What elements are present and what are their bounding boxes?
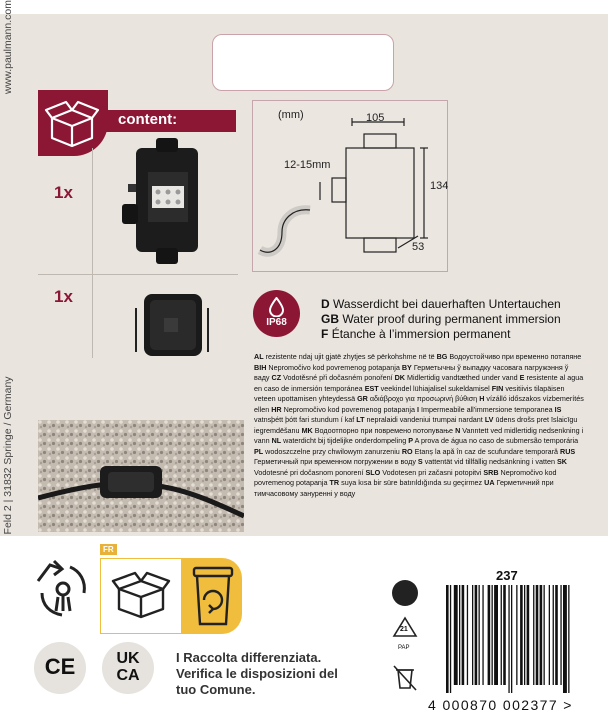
- content-divider-horizontal: [38, 274, 238, 275]
- lang-text: Герметичный при временном погружении в воду: [254, 457, 418, 466]
- lang-code: GR: [357, 394, 368, 403]
- lang-text: Nepromočivo kod povremenog potapanja: [266, 362, 402, 372]
- lang-code: LT: [356, 415, 365, 424]
- item-qty-1: 1x: [54, 183, 73, 202]
- lang-code: BIH: [254, 362, 267, 372]
- lang-code: HR: [271, 404, 282, 414]
- fr-box-panel: [100, 558, 182, 634]
- dimension-cable: 12-15mm: [284, 159, 331, 171]
- barcode-bar: [467, 585, 468, 685]
- ukca-mark-bottom: CA: [116, 667, 140, 684]
- package-box-icon: [38, 90, 108, 156]
- lang-text: ūdens drošs pret īslaicīgu iegremdēšanu: [254, 415, 578, 435]
- barcode-bar: [544, 585, 545, 685]
- barcode-bar: [560, 585, 561, 685]
- lang-code: S: [417, 457, 423, 466]
- lang-text: Vodotesen pri začasni potopitvi: [380, 467, 484, 477]
- hang-slot: [212, 34, 394, 91]
- content-title: content:: [118, 111, 178, 128]
- barcode-bar: [501, 585, 502, 685]
- lang-text: Vodotěsné při dočasném ponoření: [281, 373, 395, 382]
- ukca-mark-top: UK: [116, 650, 140, 667]
- lang-code: FIN: [491, 383, 504, 393]
- barcode-bar: [536, 585, 539, 685]
- lang-text: nepralaidi vandeniui trumpai nardant: [364, 415, 485, 424]
- lang-text: vesitiivis tilapäisen veteen upottamisen yhteydessä: [254, 383, 565, 403]
- lang-text: Водоустойчиво при временно потапяне: [447, 352, 582, 361]
- lang-code: DK: [394, 373, 405, 382]
- barcode-bar: [462, 585, 465, 685]
- lang-code: IS: [554, 404, 562, 414]
- lang-text: Impermeabile all'immersione temporanea: [419, 404, 555, 414]
- lang-code: CZ: [271, 373, 282, 382]
- dimension-width: 105: [366, 112, 385, 124]
- ean-digits: 4 000870 002377 >: [428, 697, 573, 713]
- cover-lid-image: [128, 288, 218, 360]
- lang-text: αδιάβροχο για προσωρινή βύθιση: [367, 394, 480, 403]
- lang-code: RO: [401, 446, 413, 456]
- lang-code: BG: [436, 352, 448, 361]
- barcode-bar: [540, 585, 543, 685]
- lang-code: SRB: [483, 467, 499, 477]
- lang-text: Nepromočivo kod povremenog potapanja: [254, 467, 557, 487]
- protection-line-de: D Wasserdicht bei dauerhaften Untertauchen: [321, 297, 561, 311]
- lang-code: SLO: [365, 467, 381, 477]
- barcode-bar: [511, 585, 512, 693]
- item-qty-2: 1x: [54, 287, 73, 306]
- dimension-unit: (mm): [278, 109, 304, 121]
- recycling-bin-icon: [190, 562, 236, 630]
- dimension-height: 134: [430, 180, 449, 192]
- lang-code: TR: [329, 478, 340, 487]
- lang-code: PL: [254, 446, 264, 456]
- ip-rating-badge: [253, 290, 300, 337]
- barcode-bar: [563, 585, 567, 693]
- junction-box-image: [118, 138, 218, 268]
- pap-number: 21: [400, 626, 408, 633]
- water-drop-icon: [268, 297, 285, 317]
- barcode-bar: [475, 585, 478, 685]
- barcode-bar: [503, 585, 506, 685]
- lang-text: Midlertidig vandtæthed under vand: [405, 373, 520, 382]
- pap-label: PAP: [398, 645, 410, 651]
- lang-code: E: [519, 373, 525, 382]
- lang-code: LV: [484, 415, 494, 424]
- barcode-bar: [533, 585, 534, 685]
- barcode-bar: [492, 585, 493, 685]
- protection-main-lines: [321, 297, 561, 342]
- ukca-badge: [102, 642, 154, 694]
- lang-code: SK: [556, 457, 567, 466]
- fr-tag: FR: [100, 544, 117, 555]
- barcode-bar: [524, 585, 525, 685]
- website: www.paulmann.com: [2, 0, 14, 94]
- barcode-bar: [454, 585, 458, 685]
- lang-text: Водоотпорно при повремено потопување: [312, 425, 456, 435]
- barcode-bar: [459, 585, 460, 685]
- barcode-bar: [549, 585, 550, 685]
- cardboard-box-icon: [111, 569, 171, 623]
- lang-code: H: [479, 394, 485, 403]
- dimension-lines: [252, 100, 448, 272]
- lang-code: MK: [301, 425, 313, 435]
- lang-text: Nepromočivo kod povremenog potapanja: [281, 404, 418, 414]
- lang-code: AL: [254, 352, 264, 361]
- lang-code: BY: [401, 362, 412, 372]
- lang-text: Etanș la apă în caz de scufundare temporară: [412, 446, 561, 456]
- barcode-bar: [450, 585, 451, 693]
- barcode-bar: [472, 585, 473, 685]
- triman-icon: [28, 553, 98, 623]
- ip-rating-label: IP68: [266, 317, 287, 328]
- lang-code: UA: [484, 478, 495, 487]
- ce-badge: [34, 642, 86, 694]
- content-divider-vertical: [92, 148, 93, 358]
- barcode-bar: [527, 585, 530, 685]
- barcode-bar: [520, 585, 523, 685]
- protection-line-fr: F Étanche à l’immersion permanent: [321, 327, 511, 341]
- barcode-bar: [494, 585, 498, 685]
- barcode-bar: [508, 585, 509, 693]
- protection-line-gb: GB Water proof during permanent immersion: [321, 312, 561, 326]
- lang-text: waterdicht bij tijdelijke onderdompeling: [281, 436, 409, 445]
- lang-text: Герметичний при тимчасовому зануренні у воду: [254, 478, 554, 498]
- ean-barcode: [440, 585, 596, 695]
- lang-text: rezistente ndaj ujit gjatë zhytjes së përkohshme në të: [263, 352, 437, 361]
- lang-text: Vodotesné pri dočasnom ponorení: [254, 467, 366, 477]
- green-dot-icon: [390, 578, 420, 608]
- box-badge: [38, 90, 108, 156]
- lang-text: vattentät vid tillfällig nedsänkning i vatten: [422, 457, 557, 466]
- lang-code: EST: [364, 383, 379, 393]
- lang-text: Герметычны ў выпадку часовага пагружэння ў ваду: [254, 362, 569, 382]
- barcode-bar: [555, 585, 558, 685]
- lang-text: A prova de água no caso de submersão temporária: [413, 436, 579, 445]
- lang-code: P: [408, 436, 414, 445]
- lang-text: veekindel lühiajalisel sukeldamisel: [378, 383, 492, 393]
- ce-mark: CE: [44, 654, 76, 679]
- article-number: 237: [496, 568, 518, 583]
- lang-code: NL: [271, 436, 282, 445]
- barcode-bar: [568, 585, 569, 693]
- lang-text: Vanntett ved midlertidig nedsenkning i vann: [254, 425, 584, 445]
- barcode-bar: [516, 585, 517, 685]
- barcode-bar: [479, 585, 480, 685]
- protection-multilingual: [254, 352, 584, 499]
- barcode-bar: [553, 585, 554, 685]
- crossed-bin-icon: [392, 664, 418, 692]
- product-photo: [38, 420, 244, 532]
- lang-text: vízálló időszakos vízbemerítés ellen: [254, 394, 584, 414]
- lang-text: suya kısa bir süre batırıldığında su geçirmez: [339, 478, 485, 487]
- barcode-bar: [488, 585, 491, 685]
- lang-text: vatnsþétt þótt fari stundum í kaf: [254, 415, 357, 424]
- lang-text: wodoszczelne przy chwilowym zanurzeniu: [263, 446, 402, 456]
- barcode-bar: [482, 585, 483, 685]
- lang-code: RUS: [560, 446, 576, 456]
- dimension-depth: 53: [412, 241, 425, 253]
- top-edge: [0, 0, 608, 14]
- lang-code: I: [417, 404, 420, 414]
- barcode-bar: [446, 585, 449, 693]
- lang-code: N: [455, 425, 461, 435]
- recycling-instruction: I Raccolta differenziata. Verifica le disposizioni del tuo Comune.: [176, 650, 338, 697]
- lang-text: resistente al agua en caso de inmersión temporánea: [254, 373, 584, 393]
